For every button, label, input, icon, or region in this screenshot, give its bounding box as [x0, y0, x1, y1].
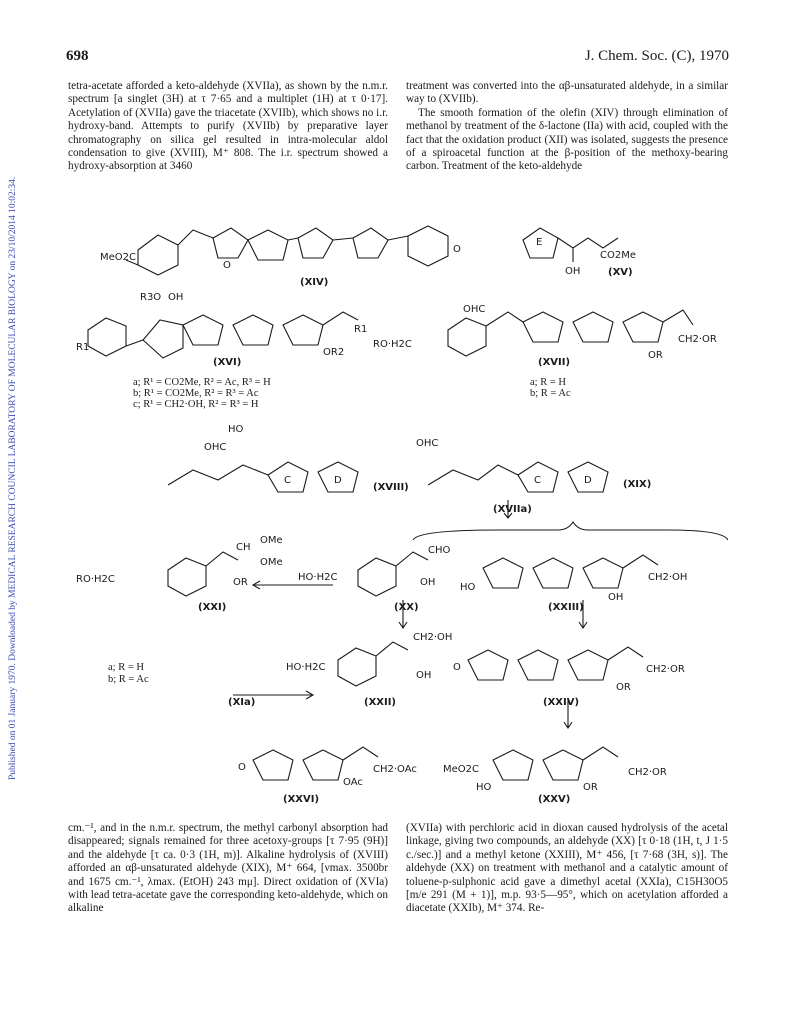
svg-text:OHC: OHC [416, 438, 439, 449]
ring-spiro [213, 228, 248, 258]
compound-label-xxvi: (XXVI) [283, 794, 320, 805]
svg-text:RO·H2C: RO·H2C [373, 339, 412, 350]
svg-text:OMe: OMe [260, 557, 283, 568]
svg-text:D: D [584, 475, 592, 486]
svg-text:CH2·OR: CH2·OR [628, 767, 667, 778]
svg-text:OR: OR [583, 782, 598, 793]
svg-text:HO·H2C: HO·H2C [286, 662, 326, 673]
svg-text:OHC: OHC [463, 304, 486, 315]
reaction-scheme [68, 200, 728, 810]
text-column-bottom-left [68, 822, 388, 916]
svg-text:RO·H2C: RO·H2C [76, 574, 115, 585]
compound-label-xiv: (XIV) [300, 277, 329, 288]
svg-text:CHO: CHO [428, 545, 451, 556]
svg-text:OR2: OR2 [323, 347, 345, 358]
svg-text:OR: OR [233, 577, 248, 588]
svg-text:R1: R1 [76, 342, 90, 353]
svg-text:C: C [534, 475, 541, 486]
svg-text:CH: CH [236, 542, 251, 553]
svg-text:MeO2C: MeO2C [443, 764, 479, 775]
compound-label-xxi: (XXI) [198, 602, 227, 613]
svg-text:O: O [223, 260, 231, 271]
ring-label-e: E [536, 237, 543, 248]
legend-xvii-a: a; R = H [530, 377, 566, 388]
svg-text:OH: OH [420, 577, 436, 588]
text-column-top-right [406, 80, 728, 174]
legend-xvi-b: b; R¹ = CO2Me, R² = R³ = Ac [133, 388, 259, 399]
svg-text:OH: OH [565, 266, 581, 277]
group-label: MeO2C [100, 252, 136, 263]
svg-text:CH2·OR: CH2·OR [678, 334, 717, 345]
paragraph: cm.⁻¹, and in the n.m.r. spectrum, the methyl carbonyl absorption had disappeared; signals remained for three acetoxy-groups [τ 7·95 (9H)] and the aldehyde [τ ca. 0·3 (1H, m)]. Alkaline hydrolysis of (XVIII) afforded an αβ-unsaturated aldehyde (XIX), M⁺ 664, [νmax. 3500br and 1675 cm.⁻¹, λmax. (EtOH) 243 mμ]. Direct oxidation of (XVIa) with lead tetra-acetate gave the corresponding keto-aldehyde, which on alkaline [68, 822, 388, 915]
svg-text:D: D [334, 475, 342, 486]
svg-text:CH2·OAc: CH2·OAc [373, 764, 417, 775]
svg-text:OMe: OMe [260, 535, 283, 546]
compound-label-xv: (XV) [608, 267, 633, 278]
compound-label-xxii: (XXII) [364, 697, 397, 708]
svg-text:HO: HO [228, 424, 244, 435]
text-column-bottom-right [406, 822, 728, 916]
journal-citation: J. Chem. Soc. (C), 1970 [584, 48, 729, 64]
text-column-top-left [68, 80, 388, 174]
svg-text:CH2·OH: CH2·OH [413, 632, 453, 643]
compound-label-xia: (XIa) [228, 697, 256, 708]
download-notice-sidebar [0, 0, 22, 1033]
svg-text:OH: OH [608, 592, 624, 603]
compound-label-xix: (XIX) [623, 479, 652, 490]
svg-text:OAc: OAc [343, 777, 363, 788]
legend-xvi-a: a; R¹ = CO2Me, R² = Ac, R³ = H [133, 377, 271, 388]
compound-label-xvii: (XVII) [538, 357, 571, 368]
page-number: 698 [66, 48, 89, 64]
svg-text:O: O [453, 662, 461, 673]
svg-text:O: O [453, 244, 461, 255]
download-notice-text: Published on 01 January 1970. Downloaded by MEDICAL RESEARCH COUNCIL LABORATORY OF MOLECULAR BIOLOGY on 23/10/2014 10:02:34. [8, 176, 18, 780]
paragraph: The smooth formation of the olefin (XIV) through elimination of methanol by treatment of the δ-lactone (IIa) with acid, coupled with the fact that the oxidation product (XII) was isolated, suggests the presence of a spiroacetal function at the β-position of the methoxy-bearing carbon. Treatment of the keto-aldehyde [406, 106, 728, 173]
compound-label-xxv: (XXV) [538, 794, 571, 805]
svg-text:OR: OR [616, 682, 631, 693]
svg-text:C: C [284, 475, 291, 486]
reaction-scheme-drawing [68, 200, 728, 810]
paragraph: tetra-acetate afforded a keto-aldehyde (XVIIa), as shown by the n.m.r. spectrum [a singlet (3H) at τ 7·65 and a multiplet (1H) at τ 0·17]. Acetylation of (XVIIa) gave the triacetate (XVIIb), which shows no i.r. hydroxy-band. Attempts to purify (XVIIb) by preparative layer chromatography on silica gel resulted in intra-molecular aldol condensation to give (XVIII), M⁺ 808. The i.r. spectrum showed a hydroxy-absorption at 3460 [68, 80, 388, 173]
svg-text:O: O [238, 762, 246, 773]
paragraph: (XVIIa) with perchloric acid in dioxan caused hydrolysis of the acetal linkage, giving two compounds, an aldehyde (XX) [τ 0·18 (1H, t, J 1·5 c./sec.)] and a methyl ketone (XXIII), M⁺ 456, [τ 7·68 (3H, s)]. The aldehyde (XX) on treatment with methanol and a catalytic amount of toluene-p-sulphonic acid gave a dimethyl acetal (XXIa), C15H30O5 [m/e 291 (M + 1)], m.p. 93·5—95°, which on acetylation afforded a diacetate (XXIb), M⁺ 374. Re- [406, 822, 728, 915]
svg-text:OH: OH [168, 292, 184, 303]
svg-text:R1: R1 [354, 324, 368, 335]
compound-label-xxiii: (XXIII) [548, 602, 584, 613]
compound-label-xx: (XX) [394, 602, 419, 613]
svg-text:OR: OR [648, 350, 663, 361]
legend-xxi-b: b; R = Ac [108, 674, 149, 685]
svg-text:OHC: OHC [204, 442, 227, 453]
legend-xvii-b: b; R = Ac [530, 388, 571, 399]
svg-text:R3O: R3O [140, 292, 162, 303]
ring-thp [138, 235, 178, 275]
svg-text:CH2·OH: CH2·OH [648, 572, 688, 583]
legend-xvi-c: c; R¹ = CH2·OH, R² = R³ = H [133, 399, 259, 410]
compound-label-xvi: (XVI) [213, 357, 242, 368]
legend-xxi-a: a; R = H [108, 662, 144, 673]
svg-text:HO: HO [476, 782, 492, 793]
compound-label-xviia: (XVIIa) [493, 504, 532, 515]
svg-text:HO·H2C: HO·H2C [298, 572, 338, 583]
paragraph: treatment was converted into the αβ-unsaturated aldehyde, in a similar way to (XVIIb). [406, 80, 728, 106]
svg-text:HO: HO [460, 582, 476, 593]
compound-label-xviii: (XVIII) [373, 482, 409, 493]
svg-text:CH2·OR: CH2·OR [646, 664, 685, 675]
svg-text:OH: OH [416, 670, 432, 681]
svg-text:CO2Me: CO2Me [600, 250, 636, 261]
compound-label-xxiv: (XXIV) [543, 697, 580, 708]
